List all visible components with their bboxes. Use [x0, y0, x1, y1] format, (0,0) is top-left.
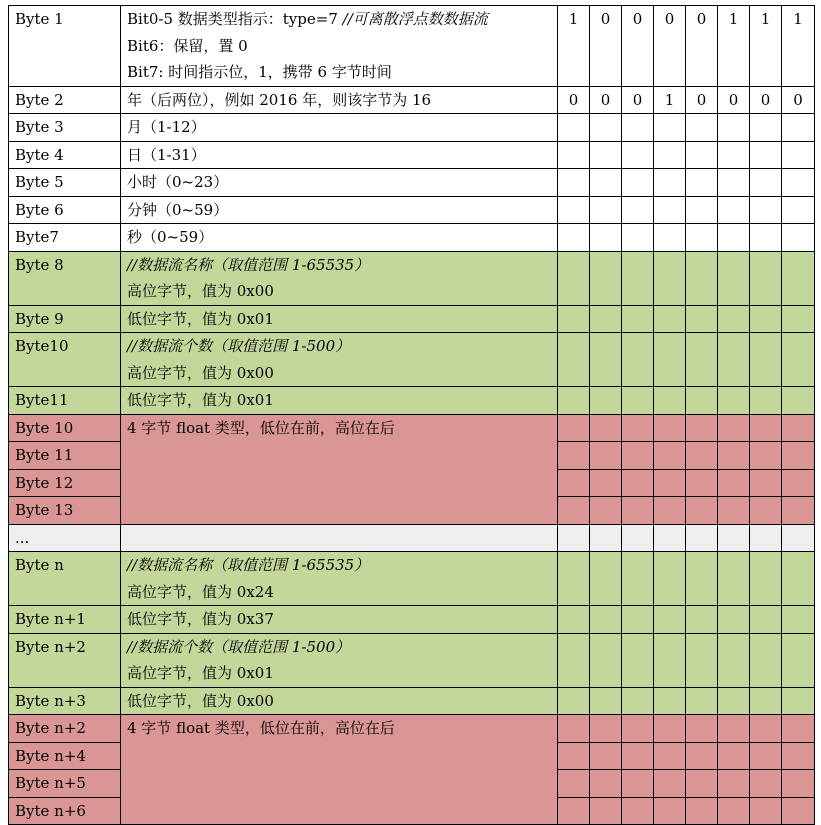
- float-description: 4 字节 float 类型，低位在前，高位在后: [121, 715, 558, 825]
- bit-cell: 0: [654, 6, 686, 87]
- table-row: [9, 114, 815, 142]
- protocol-table: [8, 5, 815, 825]
- byte-label: Byte 11: [9, 442, 121, 470]
- byte-description: 低位字节，值为 0x01: [121, 387, 558, 415]
- byte-label: Byte10: [9, 333, 121, 387]
- byte-description: 分钟（0~59）: [121, 196, 558, 224]
- byte-label: Byte11: [9, 387, 121, 415]
- byte-label: Byte n: [9, 552, 121, 606]
- byte-label: Byte 8: [9, 251, 121, 305]
- byte-description: 低位字节，值为 0x01: [121, 305, 558, 333]
- table-row-stream-count: [9, 633, 815, 687]
- table-row-stream-name: [9, 552, 815, 606]
- bit-cell: 1: [782, 6, 815, 87]
- byte-description: 年（后两位），例如 2016 年，则该字节为 16: [121, 86, 558, 114]
- bit-cell: 0: [718, 86, 750, 114]
- stream-count-description: //数据流个数（取值范围 1-500） 高位字节，值为 0x00: [121, 333, 558, 387]
- byte-label: Byte7: [9, 224, 121, 252]
- byte-label: Byte 6: [9, 196, 121, 224]
- byte-label: Byte 13: [9, 497, 121, 525]
- stream-count-description: //数据流个数（取值范围 1-500） 高位字节，值为 0x01: [121, 633, 558, 687]
- byte-description: 低位字节，值为 0x00: [121, 687, 558, 715]
- bit0-5-line: Bit0-5 数据类型指示：type=7 //可离散浮点数数据流: [127, 10, 488, 28]
- byte-description: 秒（0~59）: [121, 224, 558, 252]
- table-row-byte1: [9, 6, 815, 87]
- bit-cell: 0: [686, 6, 718, 87]
- byte-label: Byte 9: [9, 305, 121, 333]
- table-row-byte2: [9, 86, 815, 114]
- byte1-description: [121, 6, 558, 87]
- bit-cell: 1: [558, 6, 590, 87]
- bit-cell: 0: [686, 86, 718, 114]
- ellipsis-label: ...: [9, 524, 121, 552]
- table-row: [9, 224, 815, 252]
- bit7-line: Bit7: 时间指示位，1，携带 6 字节时间: [127, 63, 392, 81]
- byte-label: Byte n+2: [9, 715, 121, 743]
- byte-label: Byte 1: [9, 6, 121, 87]
- byte-label: Byte 2: [9, 86, 121, 114]
- byte-label: Byte n+1: [9, 606, 121, 634]
- byte-label: Byte n+6: [9, 797, 121, 825]
- table-row-stream-name: [9, 251, 815, 305]
- table-row: [9, 169, 815, 197]
- byte-label: Byte n+5: [9, 770, 121, 798]
- bit-cell: 0: [622, 6, 654, 87]
- bit-cell: 0: [590, 6, 622, 87]
- table-row: [9, 196, 815, 224]
- table-row: [9, 687, 815, 715]
- byte-description: 月（1-12）: [121, 114, 558, 142]
- bit-cell: 0: [782, 86, 815, 114]
- byte-label: Byte 3: [9, 114, 121, 142]
- bit-cell: 0: [590, 86, 622, 114]
- bit-cell: 0: [558, 86, 590, 114]
- bit6-line: Bit6：保留，置 0: [127, 36, 248, 55]
- table-row: [9, 387, 815, 415]
- bit-cell: 0: [622, 86, 654, 114]
- bit-cell: 1: [750, 6, 782, 87]
- table-row: [9, 305, 815, 333]
- byte-label: Byte 12: [9, 469, 121, 497]
- bit-cell: 1: [654, 86, 686, 114]
- stream-name-description: //数据流名称（取值范围 1-65535） 高位字节，值为 0x24: [121, 552, 558, 606]
- table-row-float: [9, 414, 815, 442]
- byte-description: 小时（0~23）: [121, 169, 558, 197]
- table-row-stream-count: [9, 333, 815, 387]
- table-row: [9, 606, 815, 634]
- byte-label: Byte 5: [9, 169, 121, 197]
- byte-label: Byte 4: [9, 141, 121, 169]
- bit-cell: 1: [718, 6, 750, 87]
- byte-description: 日（1-31）: [121, 141, 558, 169]
- byte-label: Byte n+3: [9, 687, 121, 715]
- byte-label: Byte n+2: [9, 633, 121, 687]
- float-description: 4 字节 float 类型，低位在前，高位在后: [121, 414, 558, 524]
- table-row: [9, 141, 815, 169]
- table-row-float: [9, 715, 815, 743]
- byte-label: Byte 10: [9, 414, 121, 442]
- table-row-ellipsis: [9, 524, 815, 552]
- byte-label: Byte n+4: [9, 742, 121, 770]
- stream-name-description: //数据流名称（取值范围 1-65535） 高位字节，值为 0x00: [121, 251, 558, 305]
- byte-description: 低位字节，值为 0x37: [121, 606, 558, 634]
- bit-cell: 0: [750, 86, 782, 114]
